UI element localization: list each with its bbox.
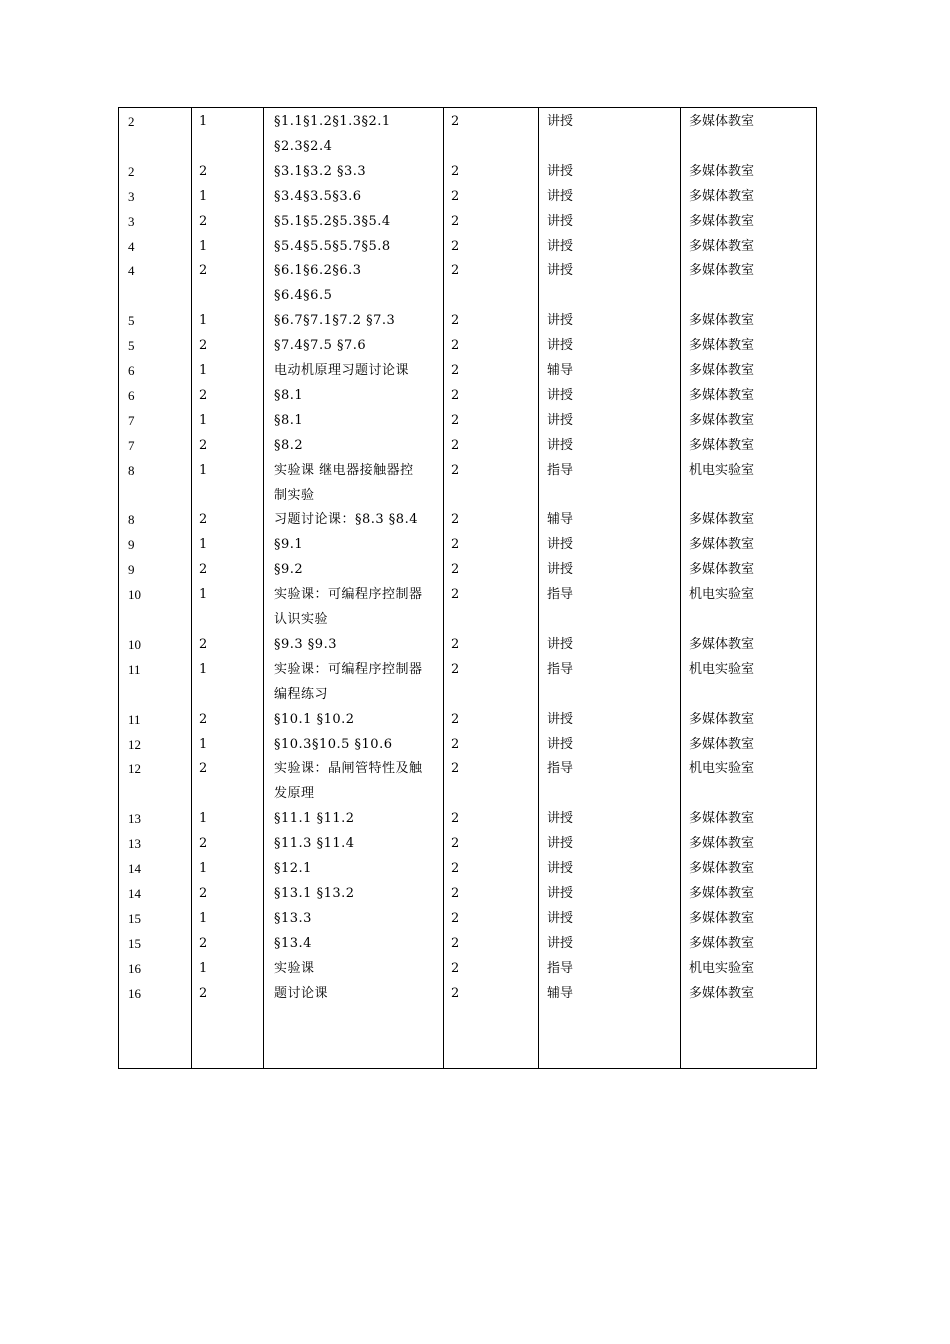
session-cell: 1: [199, 363, 208, 378]
content-cell: 实验课：可编程序控制器: [274, 661, 423, 677]
session-cell: 1: [199, 861, 208, 876]
method-cell: 讲授: [547, 338, 574, 354]
hours-cell: 2: [451, 811, 460, 827]
week-cell: 9: [128, 537, 135, 553]
venue-cell: 机电实验室: [689, 761, 755, 777]
session-cell: 1: [199, 313, 208, 329]
method-cell: 指导: [547, 960, 574, 976]
content-cell: §6.1§6.2§6.3: [274, 263, 362, 279]
method-cell: 讲授: [547, 861, 574, 876]
week-cell: 5: [128, 338, 135, 354]
venue-cell: 多媒体教室: [689, 636, 755, 652]
method-cell: 讲授: [547, 263, 574, 279]
week-cell: 15: [128, 910, 141, 926]
session-cell: 2: [199, 387, 208, 403]
week-cell: 2: [128, 163, 135, 179]
week-cell: 13: [128, 811, 141, 827]
venue-cell: 多媒体教室: [689, 213, 755, 229]
method-cell: 讲授: [547, 412, 574, 428]
table-row: [119, 582, 818, 607]
method-cell: 辅导: [547, 985, 574, 1001]
content-cell: §6.4§6.5: [274, 288, 333, 304]
week-cell: 9: [128, 562, 135, 578]
table-row: [119, 258, 818, 283]
content-cell: §11.3 §11.4: [274, 836, 355, 852]
method-cell: 讲授: [547, 811, 574, 827]
method-cell: 讲授: [547, 562, 574, 578]
session-cell: 2: [199, 711, 208, 727]
table-row: [119, 831, 818, 856]
week-cell: 7: [128, 412, 135, 428]
schedule-table: [118, 107, 817, 1069]
hours-cell: 2: [451, 836, 460, 852]
hours-cell: 2: [451, 313, 460, 329]
content-cell: §12.1: [274, 861, 312, 876]
session-cell: 1: [199, 661, 208, 677]
hours-cell: 2: [451, 163, 460, 179]
table-row: [119, 682, 818, 707]
session-cell: 1: [199, 811, 208, 827]
hours-cell: 2: [451, 363, 460, 378]
week-cell: 13: [128, 836, 141, 852]
content-cell: §8.1: [274, 387, 304, 403]
session-cell: 1: [199, 462, 208, 478]
method-cell: 讲授: [547, 736, 574, 752]
venue-cell: 多媒体教室: [689, 437, 755, 453]
table-row: [119, 806, 818, 831]
content-cell: §7.4§7.5 §7.6: [274, 338, 367, 354]
table-row: [119, 109, 818, 134]
week-cell: 11: [128, 661, 141, 677]
method-cell: 辅导: [547, 363, 574, 378]
venue-cell: 多媒体教室: [689, 836, 755, 852]
table-row: [119, 607, 818, 632]
content-cell: 实验课: [274, 960, 315, 976]
venue-cell: 多媒体教室: [689, 711, 755, 727]
content-cell: 实验课 继电器接触器控: [274, 462, 414, 478]
hours-cell: 2: [451, 263, 460, 279]
session-cell: 2: [199, 512, 208, 528]
hours-cell: 2: [451, 885, 460, 901]
hours-cell: 2: [451, 537, 460, 553]
week-cell: 3: [128, 213, 135, 229]
venue-cell: 多媒体教室: [689, 861, 755, 876]
table-row: [119, 632, 818, 657]
method-cell: 讲授: [547, 114, 574, 129]
content-cell: §1.1§1.2§1.3§2.1: [274, 114, 391, 129]
session-cell: 2: [199, 338, 208, 354]
venue-cell: 多媒体教室: [689, 811, 755, 827]
hours-cell: 2: [451, 338, 460, 354]
table-row: [119, 756, 818, 781]
content-cell: 认识实验: [274, 612, 329, 627]
venue-cell: 多媒体教室: [689, 313, 755, 329]
content-cell: §13.1 §13.2: [274, 885, 355, 901]
content-cell: 电动机原理习题讨论课: [274, 363, 410, 378]
week-cell: 4: [128, 238, 135, 254]
hours-cell: 2: [451, 188, 460, 204]
table-row: [119, 283, 818, 308]
table-row: [119, 184, 818, 209]
session-cell: 2: [199, 836, 208, 852]
table-row: [119, 856, 818, 881]
content-cell: §3.4§3.5§3.6: [274, 188, 362, 204]
method-cell: 讲授: [547, 636, 574, 652]
venue-cell: 多媒体教室: [689, 387, 755, 403]
table-row: [119, 458, 818, 483]
venue-cell: 机电实验室: [689, 462, 755, 478]
content-cell: §3.1§3.2 §3.3: [274, 163, 367, 179]
content-cell: §13.4: [274, 935, 312, 951]
session-cell: 2: [199, 885, 208, 901]
table-row: [119, 159, 818, 184]
venue-cell: 多媒体教室: [689, 238, 755, 254]
table-row: [119, 881, 818, 906]
session-cell: 1: [199, 960, 208, 976]
hours-cell: 2: [451, 861, 460, 876]
content-cell: §10.1 §10.2: [274, 711, 355, 727]
venue-cell: 多媒体教室: [689, 910, 755, 926]
week-cell: 10: [128, 636, 141, 652]
venue-cell: 机电实验室: [689, 661, 755, 677]
hours-cell: 2: [451, 960, 460, 976]
content-cell: 发原理: [274, 786, 315, 802]
method-cell: 讲授: [547, 885, 574, 901]
session-cell: 2: [199, 437, 208, 453]
method-cell: 讲授: [547, 313, 574, 329]
content-cell: §9.3 §9.3: [274, 636, 337, 652]
venue-cell: 多媒体教室: [689, 537, 755, 553]
table-row: [119, 657, 818, 682]
venue-cell: 机电实验室: [689, 587, 755, 603]
content-cell: 实验课：可编程序控制器: [274, 587, 423, 603]
week-cell: 12: [128, 736, 141, 752]
table-row: [119, 408, 818, 433]
table-row: [119, 234, 818, 259]
table-row: [119, 433, 818, 458]
session-cell: 1: [199, 537, 208, 553]
hours-cell: 2: [451, 935, 460, 951]
hours-cell: 2: [451, 114, 460, 129]
method-cell: 指导: [547, 587, 574, 603]
method-cell: 讲授: [547, 387, 574, 403]
week-cell: 4: [128, 263, 135, 279]
hours-cell: 2: [451, 462, 460, 478]
venue-cell: 多媒体教室: [689, 363, 755, 378]
content-cell: 编程练习: [274, 686, 329, 702]
week-cell: 5: [128, 313, 135, 329]
session-cell: 1: [199, 114, 208, 129]
content-cell: 题讨论课: [274, 985, 329, 1001]
week-cell: 15: [128, 935, 141, 951]
hours-cell: 2: [451, 985, 460, 1001]
session-cell: 1: [199, 587, 208, 603]
week-cell: 3: [128, 188, 135, 204]
session-cell: 1: [199, 736, 208, 752]
venue-cell: 多媒体教室: [689, 935, 755, 951]
table-row: [119, 383, 818, 408]
venue-cell: 多媒体教室: [689, 163, 755, 179]
hours-cell: 2: [451, 387, 460, 403]
week-cell: 8: [128, 462, 135, 478]
table-row: [119, 358, 818, 383]
venue-cell: 多媒体教室: [689, 114, 755, 129]
content-cell: §10.3§10.5 §10.6: [274, 736, 393, 752]
venue-cell: 多媒体教室: [689, 985, 755, 1001]
table-row: [119, 483, 818, 508]
method-cell: 讲授: [547, 163, 574, 179]
hours-cell: 2: [451, 587, 460, 603]
session-cell: 2: [199, 985, 208, 1001]
hours-cell: 2: [451, 213, 460, 229]
session-cell: 2: [199, 562, 208, 578]
venue-cell: 多媒体教室: [689, 885, 755, 901]
table-row: [119, 707, 818, 732]
method-cell: 讲授: [547, 188, 574, 204]
week-cell: 7: [128, 437, 135, 453]
content-cell: 习题讨论课：§8.3 §8.4: [274, 512, 418, 528]
venue-cell: 多媒体教室: [689, 338, 755, 354]
content-cell: §9.1: [274, 537, 304, 553]
hours-cell: 2: [451, 761, 460, 777]
method-cell: 指导: [547, 761, 574, 777]
week-cell: 14: [128, 861, 141, 876]
session-cell: 2: [199, 213, 208, 229]
method-cell: 讲授: [547, 238, 574, 254]
table-row: [119, 532, 818, 557]
week-cell: 6: [128, 387, 135, 403]
hours-cell: 2: [451, 238, 460, 254]
venue-cell: 多媒体教室: [689, 263, 755, 279]
hours-cell: 2: [451, 661, 460, 677]
session-cell: 2: [199, 163, 208, 179]
venue-cell: 多媒体教室: [689, 512, 755, 528]
method-cell: 讲授: [547, 711, 574, 727]
table-row: [119, 981, 818, 1006]
week-cell: 6: [128, 363, 135, 378]
hours-cell: 2: [451, 412, 460, 428]
table-row: [119, 781, 818, 806]
week-cell: 2: [128, 114, 135, 129]
week-cell: 10: [128, 587, 141, 603]
hours-cell: 2: [451, 437, 460, 453]
session-cell: 1: [199, 188, 208, 204]
session-cell: 1: [199, 238, 208, 254]
content-cell: §13.3: [274, 910, 312, 926]
week-cell: 12: [128, 761, 141, 777]
week-cell: 14: [128, 885, 141, 901]
method-cell: 讲授: [547, 836, 574, 852]
week-cell: 11: [128, 711, 141, 727]
venue-cell: 多媒体教室: [689, 562, 755, 578]
venue-cell: 多媒体教室: [689, 188, 755, 204]
method-cell: 讲授: [547, 935, 574, 951]
table-row: [119, 507, 818, 532]
venue-cell: 机电实验室: [689, 960, 755, 976]
content-cell: §8.2: [274, 437, 304, 453]
content-cell: §11.1 §11.2: [274, 811, 355, 827]
content-cell: 制实验: [274, 487, 315, 503]
session-cell: 2: [199, 761, 208, 777]
session-cell: 2: [199, 263, 208, 279]
content-cell: §2.3§2.4: [274, 138, 333, 154]
hours-cell: 2: [451, 512, 460, 528]
week-cell: 8: [128, 512, 135, 528]
content-cell: §8.1: [274, 412, 304, 428]
session-cell: 2: [199, 935, 208, 951]
table-row: [119, 209, 818, 234]
hours-cell: 2: [451, 736, 460, 752]
content-cell: §9.2: [274, 562, 304, 578]
method-cell: 辅导: [547, 512, 574, 528]
method-cell: 讲授: [547, 910, 574, 926]
hours-cell: 2: [451, 711, 460, 727]
content-cell: §5.1§5.2§5.3§5.4: [274, 213, 391, 229]
table-row: [119, 956, 818, 981]
table-row: [119, 906, 818, 931]
session-cell: 1: [199, 412, 208, 428]
content-cell: §6.7§7.1§7.2 §7.3: [274, 313, 396, 329]
method-cell: 指导: [547, 462, 574, 478]
venue-cell: 多媒体教室: [689, 736, 755, 752]
method-cell: 讲授: [547, 537, 574, 553]
week-cell: 16: [128, 960, 141, 976]
method-cell: 指导: [547, 661, 574, 677]
method-cell: 讲授: [547, 213, 574, 229]
table-row: [119, 732, 818, 757]
hours-cell: 2: [451, 562, 460, 578]
hours-cell: 2: [451, 636, 460, 652]
table-row: [119, 333, 818, 358]
session-cell: 1: [199, 910, 208, 926]
table-row: [119, 308, 818, 333]
method-cell: 讲授: [547, 437, 574, 453]
table-row: [119, 931, 818, 956]
content-cell: §5.4§5.5§5.7§5.8: [274, 238, 391, 254]
week-cell: 16: [128, 985, 141, 1001]
session-cell: 2: [199, 636, 208, 652]
table-row: [119, 134, 818, 159]
content-cell: 实验课：晶闸管特性及触: [274, 761, 423, 777]
venue-cell: 多媒体教室: [689, 412, 755, 428]
table-row: [119, 557, 818, 582]
hours-cell: 2: [451, 910, 460, 926]
